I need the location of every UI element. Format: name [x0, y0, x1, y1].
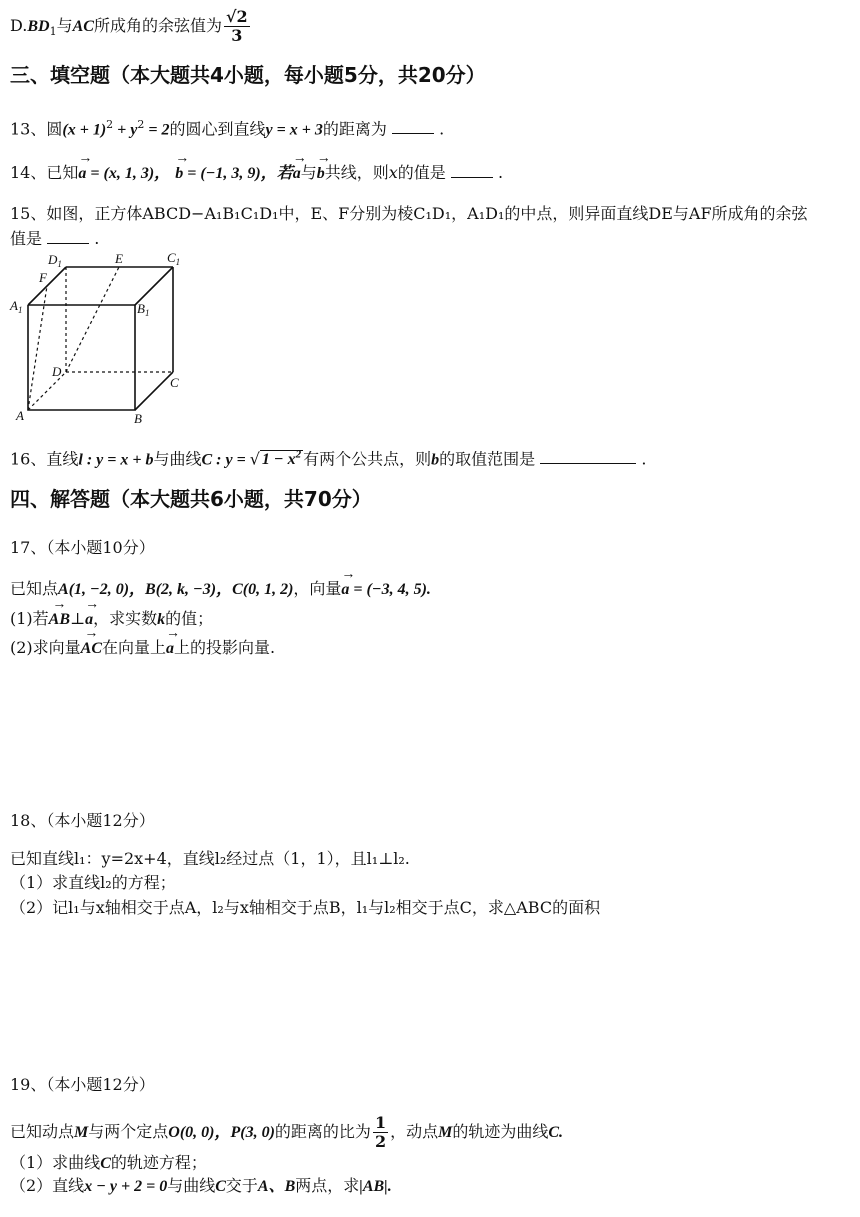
label-b1: $B_1$: [137, 301, 150, 318]
q19-line: x − y + 2 = 0: [84, 1178, 168, 1195]
q14-vec-a2: → a: [293, 163, 301, 185]
question-15-line2: [10, 228, 99, 250]
option-d-fraction: [224, 8, 250, 45]
q13-line: y = x + 3: [265, 121, 323, 139]
label-e: E: [115, 251, 123, 266]
q14-tail: 共线，则: [324, 163, 389, 182]
q17-p1-pre: (1)若: [10, 609, 49, 628]
option-d-ac: AC: [72, 18, 94, 35]
q17-stem-mid: ，向量: [293, 579, 342, 598]
q19-p1-c: C: [100, 1155, 111, 1172]
q19-p2-mid2: 交于: [225, 1176, 258, 1195]
q14-a-value: = (x, 1, 3)，: [86, 165, 171, 182]
option-d-bd: BD: [27, 18, 50, 35]
q14-b-value: = (−1, 3, 9)，若: [183, 165, 293, 182]
q17-stem-pre: 已知点: [10, 579, 59, 598]
q17-vec-ac: → AC: [81, 638, 102, 660]
q19-part2: [10, 1175, 392, 1198]
q16-tail2: 的取值范围是: [439, 449, 536, 469]
q14-end: .: [498, 163, 504, 182]
q19-den: 2: [374, 1132, 387, 1151]
q18-part1: （1）求直线l₂的方程；: [10, 873, 176, 892]
q19-p2-end: 两点，求: [295, 1176, 360, 1195]
q19-num: 1: [374, 1113, 387, 1132]
question-14: [10, 162, 503, 185]
q13-mid: 的圆心到直线: [169, 119, 266, 139]
q19-points: O(0, 0)，P(3, 0): [168, 1124, 275, 1141]
q19-m2: M: [438, 1124, 453, 1141]
option-d-num: √2: [225, 7, 248, 26]
q19-ab: A、B: [257, 1178, 296, 1195]
cube-front-face: [28, 305, 135, 410]
q17-p1-post: ，求实数: [93, 609, 158, 628]
cube-edge-b1c1: [135, 267, 173, 305]
q19-stem: [10, 1110, 563, 1154]
q16-end: .: [641, 449, 647, 469]
q17-heading: 17、（本小题10分）: [10, 538, 155, 557]
q14-x: x: [388, 163, 398, 182]
q19-stem-tail: 的轨迹为曲线: [452, 1122, 549, 1141]
q19-stem-mid: 与两个定点: [88, 1122, 169, 1141]
q14-number: 14、已知: [10, 163, 79, 182]
section-3-heading: 三、填空题（本大题共4小题，每小题5分，共20分）: [10, 63, 486, 87]
option-d-tail: 所成角的余弦值为: [93, 16, 222, 35]
q15-end: .: [94, 229, 100, 248]
q13-blank: [392, 119, 434, 134]
q14-mid: 与: [300, 163, 317, 182]
q19-p1-end: 的轨迹方程；: [110, 1153, 207, 1172]
q19-p1-pre: （1）求曲线: [10, 1153, 101, 1172]
cube-edge-bc: [135, 372, 173, 410]
q17-vec-ab: → AB: [49, 609, 70, 631]
label-c1: $C_1$: [167, 250, 181, 267]
q19-p2-dot: .: [387, 1178, 392, 1195]
q17-points: A(1, −2, 0)，B(2, k, −3)，C(0, 1, 2): [58, 581, 294, 598]
q19-p2-pre: （2）直线: [10, 1176, 85, 1195]
label-a: A: [16, 408, 24, 423]
cube-line-de: [66, 267, 119, 372]
q19-fraction: [373, 1114, 388, 1151]
q17-stem: [10, 578, 431, 601]
q17-k: k: [157, 611, 166, 628]
q16-b: b: [431, 451, 440, 469]
q16-blank: [540, 449, 636, 464]
q18-heading: 18、（本小题12分）: [10, 811, 155, 830]
q19-part1: [10, 1152, 207, 1175]
label-b: B: [134, 411, 142, 426]
q13-sq: 2: [106, 118, 114, 131]
q19-stem-mid3: ，动点: [390, 1122, 439, 1141]
question-15-line1: 15、如图，正方体ABCD−A₁B₁C₁D₁中，E、F分别为棱C₁D₁，A₁D₁的中点，则异面直线DE与AF所成角的余弦: [10, 204, 808, 223]
q17-p2-end: 上的投影向量.: [174, 638, 276, 657]
q17-part2: [10, 637, 275, 660]
q17-a-value: = (−3, 4, 5).: [349, 581, 431, 598]
label-a1: $A_1$: [10, 298, 23, 315]
q17-vec-a-p1: → a: [85, 609, 93, 631]
q17-p1-end: 的值；: [165, 609, 214, 628]
label-d: D: [52, 364, 62, 379]
q18-part2: （2）记l₁与x轴相交于点A，l₂与x轴相交于点B，l₁与l₂相交于点C，求△ABC的面积: [10, 898, 601, 917]
q14-tail2: 的值是: [397, 163, 446, 182]
q16-mid: 与曲线: [153, 449, 202, 469]
q15-line2-pre: 值是: [10, 229, 43, 248]
q17-part1: [10, 608, 213, 631]
q19-heading: 19、（本小题12分）: [10, 1075, 155, 1094]
option-d-bd-sub: 1: [49, 25, 57, 39]
q17-p2-pre: (2)求向量: [10, 638, 81, 657]
q13-eq3: = 2: [144, 121, 170, 139]
label-c: C: [170, 375, 179, 390]
q16-radicand: $1 - x^2$: [261, 449, 302, 469]
option-d-den: 3: [231, 26, 243, 45]
q18-stem: 已知直线l₁：y=2x+4，直线l₂经过点（1，1），且l₁⊥l₂.: [10, 849, 410, 868]
label-f: F: [39, 270, 47, 285]
question-16: [10, 444, 646, 471]
q16-tail: 有两个公共点，则: [303, 449, 432, 469]
q13-sq2: 2: [137, 118, 145, 131]
q19-c: C: [548, 1124, 560, 1141]
section-4-heading: 四、解答题（本大题共6小题，共70分）: [10, 487, 372, 511]
label-d1: $D_1$: [48, 252, 62, 269]
option-d-mid: 与: [56, 16, 73, 35]
cube-figure: [6, 250, 196, 430]
q14-vec-b2: → b: [317, 163, 325, 185]
q17-p2-mid: 在向量上: [102, 638, 167, 657]
q16-curve: C : y =: [201, 451, 250, 469]
q17-vec-a-p2: → a: [166, 638, 174, 660]
q16-number: 16、直线: [10, 449, 79, 469]
q15-blank: [47, 229, 89, 244]
q13-tail: 的距离为: [322, 119, 387, 139]
q19-p2-c: C: [215, 1178, 226, 1195]
option-d-prefix: D.: [10, 16, 28, 35]
q14-vec-b: → b: [175, 163, 183, 185]
q14-blank: [451, 163, 493, 178]
q13-number: 13、圆: [10, 119, 63, 139]
q13-eq2: + y: [113, 121, 138, 139]
q17-perp: ⊥: [70, 609, 86, 628]
q13-eq1: (x + 1): [62, 121, 107, 139]
q16-sqrt: √ $1 - x^2$: [249, 449, 302, 469]
q19-stem-pre: 已知动点: [10, 1122, 75, 1141]
option-d: [10, 6, 252, 46]
q17-vec-a: → a: [341, 579, 349, 601]
q13-end: .: [439, 119, 445, 139]
q19-stem-end: .: [559, 1124, 564, 1141]
question-13: [10, 114, 444, 141]
q14-vec-a: → a: [78, 163, 86, 185]
q19-abs: |AB|: [359, 1178, 388, 1195]
q19-stem-mid2: 的距离的比为: [274, 1122, 371, 1141]
q16-line: l : y = x + b: [78, 451, 154, 469]
q19-p2-mid: 与曲线: [167, 1176, 216, 1195]
q19-m: M: [74, 1124, 89, 1141]
